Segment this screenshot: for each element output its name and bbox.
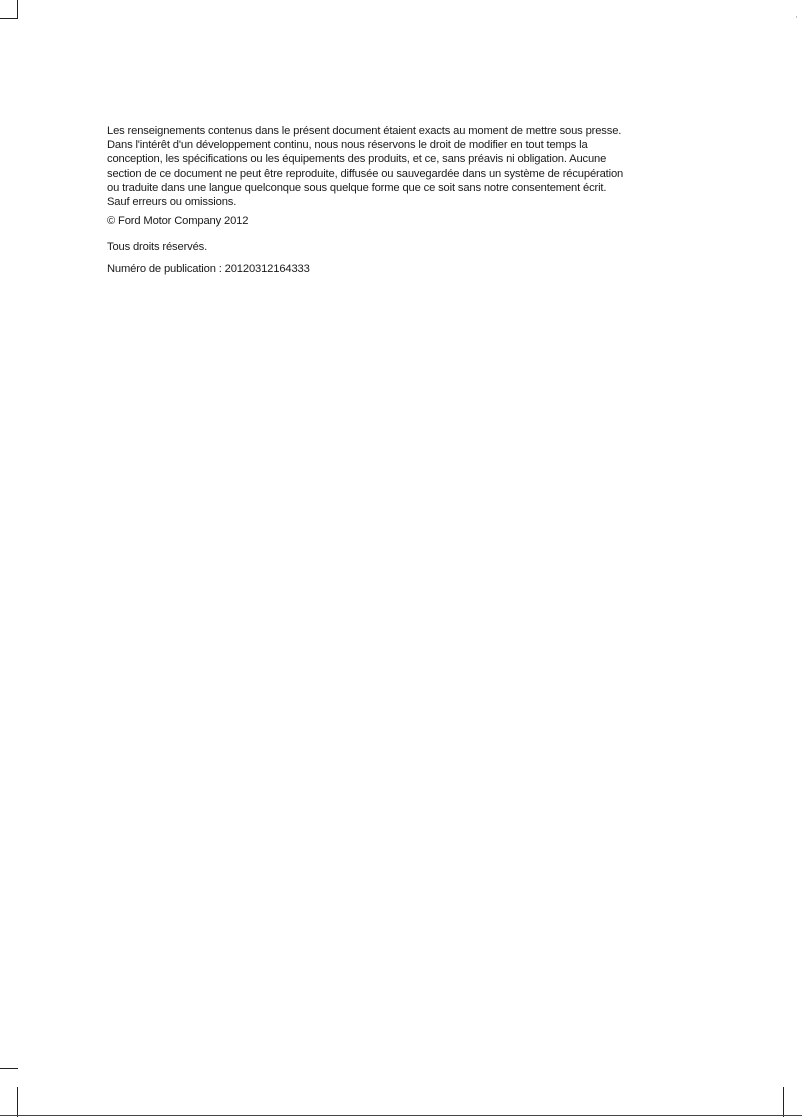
page-bottom-rule	[0, 1115, 802, 1116]
crop-mark-top-left-vertical	[17, 0, 18, 19]
legal-notice-paragraph	[107, 124, 699, 209]
notice-line: Les renseignements contenus dans le présent document étaient exacts au moment de mettre sous presse.	[107, 125, 622, 137]
crop-mark-bottom-right-vertical	[783, 1087, 784, 1117]
crop-mark-bottom-left-vertical	[17, 1087, 18, 1117]
copyright-line: © Ford Motor Company 2012	[107, 215, 249, 228]
notice-line: Sauf erreurs ou omissions.	[107, 196, 237, 209]
crop-mark-top-right	[796, 16, 797, 18]
legal-notice-block	[107, 124, 699, 276]
publication-number: Numéro de publication : 20120312164333	[107, 262, 310, 275]
crop-mark-top-left-horizontal	[0, 18, 18, 19]
notice-line: ou traduite dans une langue quelconque sous quelque forme que ce soit sans notre consentement écrit.	[107, 181, 607, 194]
crop-mark-bottom-left-horizontal	[0, 1068, 18, 1069]
rights-reserved-line: Tous droits réservés.	[107, 241, 208, 254]
notice-line: section de ce document ne peut être reproduite, diffusée ou sauvegardée dans un système de récupération	[107, 167, 624, 180]
notice-line: Dans l'intérêt d'un développement continu, nous nous réservons le droit de modifier en tout temps la	[107, 139, 588, 152]
notice-line: conception, les spécifications ou les équipements des produits, et ce, sans préavis ni obligation. Aucune	[107, 153, 607, 166]
